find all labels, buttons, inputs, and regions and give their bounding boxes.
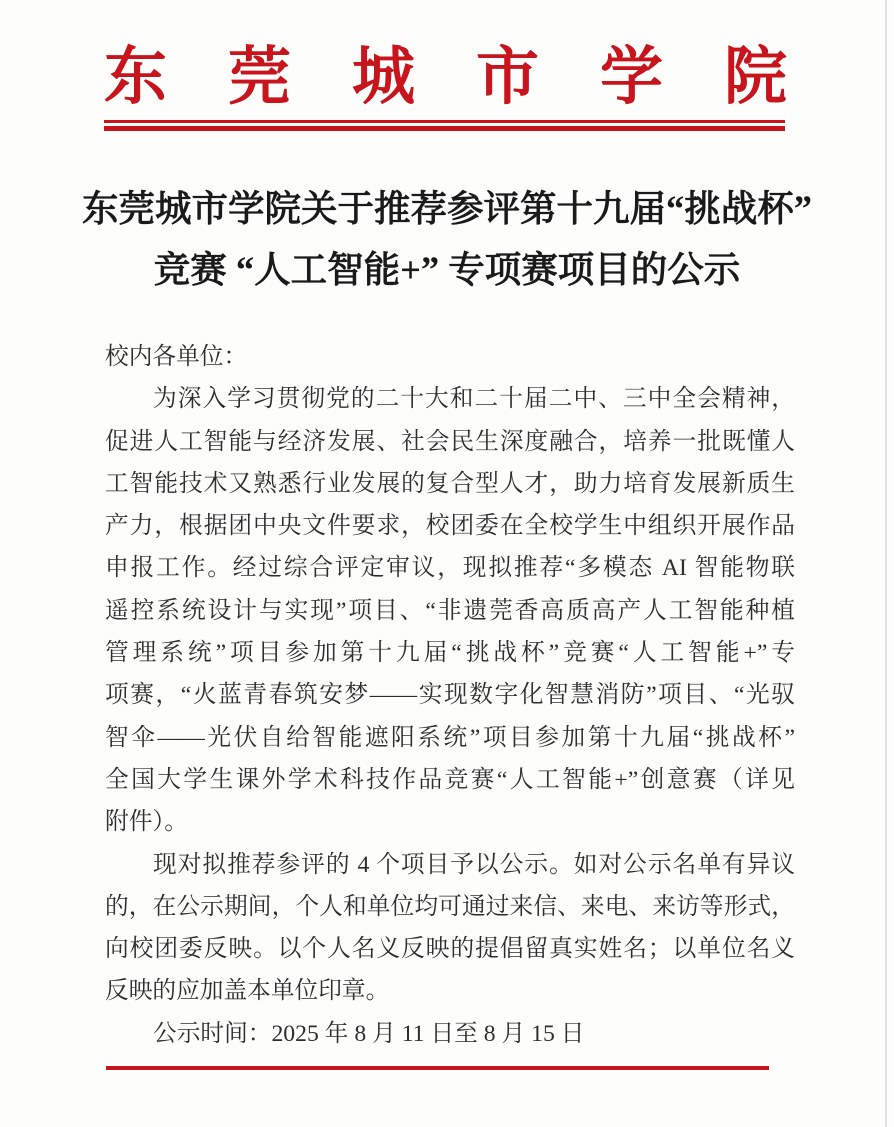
body-line: 校内各单位： — [105, 344, 248, 370]
scan-edge-artifact — [885, 0, 887, 1127]
body-line: 产力，根据团中央文件要求，校团委在全校学生中组织开展作品 — [105, 513, 795, 540]
body-line: 反映的应加盖本单位印章。 — [105, 978, 390, 1005]
letterhead-org-name: 东莞城市学院 — [104, 42, 787, 112]
body-line: 管理系统”项目参加第十九届“挑战杯”竞赛“人工智能+”专 — [105, 640, 795, 667]
body-line: 的，在公示期间，个人和单位均可通过来信、来电、来访等形式， — [105, 893, 795, 920]
body-line: 工智能技术又熟悉行业发展的复合型人才，助力培育发展新质生 — [105, 470, 795, 497]
body-line: 为深入学习贯彻党的二十大和二十届二中、三中全会精神， — [153, 386, 795, 413]
body-line: 全国大学生课外学术科技作品竞赛“人工智能+”创意赛（详见 — [105, 766, 795, 793]
body-line: 智伞——光伏自给智能遮阳系统”项目参加第十九届“挑战杯” — [105, 724, 795, 751]
body-line: 公示时间：2025 年 8 月 11 日至 8 月 15 日 — [153, 1020, 585, 1047]
body-line: 项赛，“火蓝青春筑安梦——实现数字化智慧消防”项目、“光驭 — [105, 682, 795, 709]
title-line: 竞赛 “人工智能+” 专项赛项目的公示 — [153, 249, 741, 290]
document-body — [105, 336, 795, 1055]
body-line: 遥控系统设计与实现”项目、“非遗莞香高质高产人工智能种植 — [105, 597, 795, 624]
body-line: 促进人工智能与经济发展、社会民生深度融合，培养一批既懂人 — [105, 428, 795, 455]
footer-rule — [106, 1066, 769, 1070]
body-line: 申报工作。经过综合评定审议，现拟推荐“多模态 AI 智能物联 — [105, 555, 795, 582]
letterhead-double-rule — [104, 120, 785, 131]
body-line: 现对拟推荐参评的 4 个项目予以公示。如对公示名单有异议 — [153, 851, 795, 878]
rule-thick-line — [104, 126, 785, 132]
document-title — [40, 178, 854, 300]
body-line: 向校团委反映。以个人名义反映的提倡留真实姓名；以单位名义 — [105, 936, 795, 963]
title-line: 东莞城市学院关于推荐参评第十九届“挑战杯” — [82, 188, 812, 229]
body-line: 附件）。 — [105, 809, 188, 836]
